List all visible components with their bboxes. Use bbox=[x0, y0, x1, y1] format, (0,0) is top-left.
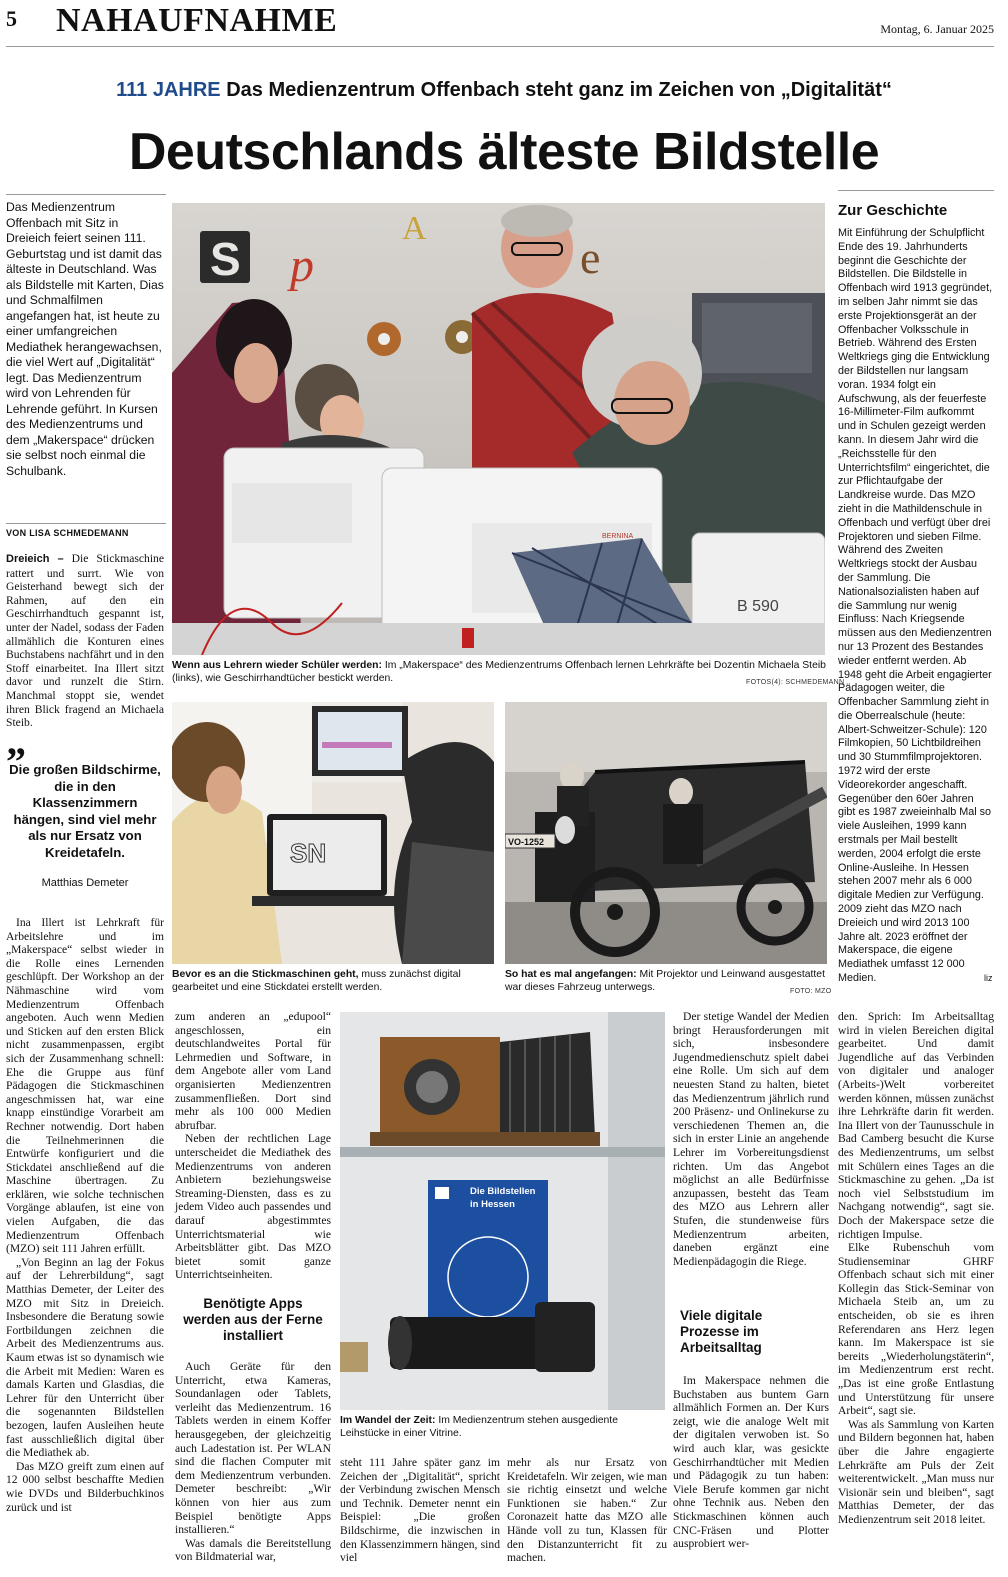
vitrine-caption-lead: Im Wandel der Zeit: bbox=[340, 1415, 436, 1426]
byline-rule bbox=[6, 523, 166, 524]
historic-car-photo bbox=[505, 702, 827, 964]
vitrine-caption-text: Im Medienzentrum stehen ausgediente Leihstücke in einer Vitrine. bbox=[340, 1415, 618, 1439]
subhead-processes: Viele digitale Prozesse im Arbeitsalltag bbox=[680, 1308, 763, 1355]
quote-text: Die großen Bildschirme, die in den Klassenzimmern hängen, sind viel mehr als nur Ersatz von Kreidetafeln. bbox=[9, 762, 161, 860]
subhead-apps: Benötigte Apps werden aus der Ferne installiert bbox=[183, 1296, 323, 1343]
col6-para: Was als Sammlung von Karten und Bildern begonnen hat, haben über die Jahre engagierte Lehrkräfte am Puls der Zeit weiterentwickelt. „Man muss nur Visionär sein und bleiben“, sagt Matthias Demeter, der das Medienzentrum seit 2018 leitet. bbox=[838, 1417, 994, 1526]
intro-text: Die Stickmaschine rattert und surrt. Wie von Geisterhand bewegt sich der Rahmen, auf den ein Geschirrhandtuch gespannt ist, unter der Nadel, sodass der Faden allmählich die Konturen eines Buchstabens nachfährt und in den Stoff einarbeitet. Ina Illert sitzt davor und runzelt die Stirn. Manchmal stoppt sie, wendet ihren Blick fragend an Michaela Steib. bbox=[6, 552, 164, 730]
machine-model-label: B 590 bbox=[737, 598, 779, 615]
book-title-line2: in Hessen bbox=[470, 1199, 515, 1210]
laptop-caption-text: muss zunächst digital gearbeitet und eine Stickdatei erstellt werden. bbox=[172, 969, 461, 993]
col2-para: Auch Geräte für den Unterricht, etwa Kameras, Soundanlagen oder Tablets, verleiht das Medienzentrum. 16 Tablets werden in einem Koffer herausgegeben, der gleichzeitig auch Ladestation ist. Per WLAN sind die flachen Computer mit dem Medienzentrum verbunden. Demeter beschreibt: „Wir können von hier aus zum Beispiel benötigte Apps installieren.“ bbox=[175, 1360, 331, 1537]
col1-para: „Von Beginn an lag der Fokus auf der Lehrerbildung“, sagt Matthias Demeter, der Leiter des MZO mit Sitz in Dreieich. Insbesondere die Beratung sowie Fortbildungen zeichnen die Arbeit des Medienzentrums aus. Kaum etwas ist so dynamisch wie die Arbeit mit Medien: Waren es damals Karten und Glasdias, die Lehrer für den Unterricht über die sogenannten Bildstellen bezogen, laufen Ausleihen heute fast ausschließlich digital über die Mediathek ab. bbox=[6, 1255, 164, 1460]
col6-para: Elke Rubenschuh vom Studienseminar GHRF Offenbach schaut sich mit einer Kollegin das Stick-Seminar von Michaela Steib an, um zu entscheiden, ob sie es ihren Referendaren ans Herz legen kann. Im Makerspace ist sie bereits „Wiederholungstäterin“, im Medienzentrum erst recht. „Das ist eine große Entlastung und Unterstützung für unsere Arbeit“, sagt sie. bbox=[838, 1241, 994, 1418]
col2-para: zum anderen an „edupool“ angeschlossen, ein deutschlandweites Portal für Lehrmedien und Software, in dem Angebote aller vom Land organisierten Medienzentren zusammenfließen. Dort sind mehr als 100 000 Medien abrufbar. bbox=[175, 1010, 331, 1132]
column-2b bbox=[175, 1360, 331, 1564]
license-plate-text: VO-1252 bbox=[508, 837, 545, 847]
issue-date: Montag, 6. Januar 2025 bbox=[880, 22, 994, 36]
headline: Deutschlands älteste Bildstelle bbox=[128, 123, 880, 181]
col1-para: Das MZO greift zum einen auf 12 000 selbst beschaffte Medien wie DVDs und Bilderbuchkinos zurück und ist bbox=[6, 1459, 164, 1514]
col2-para: Was damals die Bereitstellung von Bildmaterial war, bbox=[175, 1536, 331, 1564]
column-6 bbox=[838, 1010, 994, 1527]
car-caption-lead: So hat es mal angefangen: bbox=[505, 969, 637, 980]
car-photo-caption bbox=[505, 968, 832, 995]
pull-quote bbox=[6, 739, 164, 889]
main-photo-makerspace bbox=[172, 203, 825, 655]
intro-paragraph bbox=[6, 552, 164, 730]
quote-author: Matthias Demeter bbox=[41, 877, 129, 889]
laptop-photo bbox=[172, 702, 494, 964]
left-column-top-rule bbox=[6, 194, 166, 195]
laptop-screen-text: SN bbox=[290, 838, 327, 868]
column-2 bbox=[175, 1010, 331, 1282]
main-photo-credit: FOTOS(4): SCHMEDEMANN bbox=[746, 679, 845, 686]
sidebar-signature: liz bbox=[984, 973, 993, 983]
kicker-text: Das Medienzentrum Offenbach steht ganz im Zeichen von „Digitalität“ bbox=[226, 79, 892, 101]
col5-para: Im Makerspace nehmen die Buchstaben aus buntem Garn allmählich Formen an. Der Kurs zeigt, wie die analoge Welt mit der digitalen verwoben ist. So wird auch klar, was gesickte Geschirrhandtücher mit Medien und Pädagogik zu tun haben: Viele Berufe kommen gar nicht ohne Technik aus. Neben den Stickmaschinen können auch CNC-Fräsen und Plotter ausprobiert wer- bbox=[673, 1374, 829, 1551]
svg-text:S: S bbox=[210, 233, 241, 285]
car-photo-credit: FOTO: MZO bbox=[790, 988, 832, 995]
column-1 bbox=[6, 916, 164, 1514]
kicker-lead: 111 JAHRE bbox=[116, 79, 221, 101]
col4-para: mehr als nur Ersatz von Kreidetafeln. Wir zeigen, wie man sie richtig einsetzt und welche Funktionen sie haben.“ Zur Coronazeit hatte das MZO alle Hände voll zu tun, Klassen für den Distanzunterricht fit zu machen. bbox=[507, 1456, 667, 1565]
dateline: Dreieich – bbox=[6, 553, 64, 565]
column-3-bottom bbox=[340, 1456, 500, 1565]
svg-text:p: p bbox=[290, 239, 314, 292]
svg-text:BERNINA: BERNINA bbox=[602, 533, 634, 540]
book-title-line1: Die Bildstellen bbox=[470, 1186, 536, 1197]
main-caption-lead: Wenn aus Lehrern wieder Schüler werden: bbox=[172, 660, 382, 671]
col5-para: Der stetige Wandel der Medien bringt Herausforderungen mit sich, insbesondere Jugendmedienschutz spielt dabei eine Rolle. Um sich auf dem neuesten Stand zu halten, bietet das Medienzentrum jährlich rund 200 Präsenz- und Onlinekurse zu verschiedenen Themen an, die sich in erster Linie an angehende Lehrer im Vorbereitungsdienst richten. Um das Angebot möglichst an alle Bedürfnisse anzupassen, besteht das Team des MZO aus Lehrern aller Stufen, die stundenweise fürs Medienzentrum arbeiten, daneben ergänzt eine Medienpädagogin die Riege. bbox=[673, 1010, 829, 1268]
quote-mark-icon: ” bbox=[6, 739, 26, 784]
section-title: NAHAUFNAHME bbox=[56, 2, 338, 39]
col2-para: Neben der rechtlichen Lage unterscheidet die Mediathek des Medienzentrums von anderen Anbietern beziehungsweise Streaming-Diensten, dass es zu jedem Video auch passendes und darauf abgestimmtes Unterrichtsmaterial wie Arbeitsblätter gibt. Das MZO bietet somit ganze Unterrichtseinheiten. bbox=[175, 1132, 331, 1282]
main-photo-caption bbox=[172, 659, 827, 685]
sidebar-text: Mit Einführung der Schulpflicht Ende des 19. Jahrhunderts beginnt die Geschichte der Bildstellen. Die Bildstelle in Offenbach wird 1913 gegründet, im selben Jahr nimmt sie das erste Projektionsgerät an der Offenbacher Volksschule in Betrieb. Während des Ersten Weltkriegs ging die Entwicklung der Bildstellen nur langsam voran. 1934 folgt ein Aufschwung, als der feuerfeste 16-Millimeter-Film aufkommt und in Schulen gezeigt werden kann. In diesem Jahr wird die „Reichsstelle für den Unterrichtsfilm“ eingerichtet, die zur Pflichtaufgabe der Landkreise wurde. Das MZO zieht in die Mathildenschule in Offenbach und verfügt über drei Projektoren und sieben Filme. Während des Zweiten Weltkriegs stockt der Ausbau der Sammlung. Die Nationalsozialisten haben auf die Sammlung nur wenig Einfluss: Nach Kriegsende müssen aus den Medienzentren nur 13 Prozent des Bestandes wieder entfernt werden. Ab 1948 geht die Arbeit engagierter Pädagogen weiter, die Offenbacher Sammlung zieht in die Oberrealschule (heute: Albert-Schweitzer-Schule): 120 Filmkopien, 50 Lichtbildreihen und 30 Stummfilmprojektoren. 1972 wird der erste Videorekorder angeschafft. Gegenüber den 60er Jahren gibt es 1987 zweieinhalb Mal so viele Ausleihen, 1999 kann erstmals per Mail bestellt werden, 2004 erfolgt die erste Online-Ausleihe. In Hessen stehen 2007 mehr als 6 000 digitale Medien zur Verfügung. 2009 zieht das MZO nach Dreieich und wird 2013 100 Jahre alt. 2023 eröffnet der Makerspace, die eigene Mediathek umfasst 12 000 Medien. bbox=[838, 227, 993, 985]
kicker bbox=[0, 79, 1008, 102]
svg-text:A: A bbox=[402, 210, 427, 247]
main-caption-text: Im „Makerspace“ des Medienzentrums Offenbach lernen Lehrkräfte bei Dozentin Michaela Steib (links), wie Geschirrhandtücher bestickt werden. bbox=[172, 660, 826, 684]
vitrine-photo bbox=[340, 1012, 665, 1410]
svg-text:e: e bbox=[580, 232, 601, 283]
col1-para: Ina Illert ist Lehrkraft für Arbeitslehre und im „Makerspace“ selbst wieder in die Rolle eines Lernenden geschlüpft. Der Workshop an der Nähmaschine wird vom Medienzentrum Offenbach angeboten. Auch wenn Medien und Sticken auf den ersten Blick nicht zusammenpassen, ergibt sich der Zusammenhang schnell: Ehe die Gruppe aus fünf Pädagogen die Stickmaschinen angeschmissen hat, war eine knapp einstündige Vorarbeit am Rechner notwendig. Dort haben die Teilnehmerinnen die Entwürfe konfiguriert und die Stickdatei anschließend auf die Maschine übertragen. Zu erklären, wie solche technischen Vorgänge ablaufen, ist eine von vielen Aufgaben, die das Medienzentrum Offenbach (MZO) seit 111 Jahren erfüllt. bbox=[6, 916, 164, 1256]
header-rule bbox=[6, 46, 994, 47]
teaser: Das Medienzentrum Offenbach mit Sitz in Dreieich feiert seinen 111. Geburtstag und ist damit das älteste in Deutschland. Was als Bildstelle mit Karten, Dias und Schmalfilmen angefangen hat, ist heute zu einer umfangreichen Mediathek herangewachsen, die viel Wert auf „Digitalität“ legt. Das Medienzentrum wird von Lehrenden für Lehrende geführt. In Kursen des Medienzentrums und dem „Makerspace“ drücken sie selbst noch einmal die Schulbank. bbox=[6, 200, 164, 478]
sidebar-title: Zur Geschichte bbox=[838, 202, 948, 219]
column-4-bottom bbox=[507, 1456, 667, 1565]
sidebar-top-rule bbox=[838, 190, 994, 191]
column-5b bbox=[673, 1374, 829, 1551]
page-number: 5 bbox=[6, 6, 17, 31]
col6-para: den. Sprich: Im Arbeitsalltag wird in vielen Bereichen digital gearbeitet. Und damit Jugendliche auf das Verbinden von digitaler und analoger (Arbeits-)Welt vorbereitet werden können, müssen zunächst ihre Lehrkräfte darin fit werden. Ina Illert von der Taunusschule in Bad Camberg besucht die Kurse des Medienzentrums, um selbst mit Schülern eines Tages an die Stickmaschine zu gehen. „Da ist noch viel Selbststudium im Nachgang notwendig“, sagt sie. Doch der Makerspace setze die richtigen Impulse. bbox=[838, 1010, 994, 1241]
column-5 bbox=[673, 1010, 829, 1268]
vitrine-photo-caption bbox=[340, 1414, 670, 1440]
laptop-caption-lead: Bevor es an die Stickmaschinen geht, bbox=[172, 969, 359, 980]
laptop-photo-caption bbox=[172, 968, 496, 994]
col3-para: steht 111 Jahre später ganz im Zeichen der „Digitalität“, spricht der Verbindung zwischen Mensch und Technik. Demeter nennt ein Beispiel: „Die großen Bildschirme, die inzwischen in den Klassenzimmern hängen, sind viel bbox=[340, 1456, 500, 1565]
car-caption-text: Mit Projektor und Leinwand ausgestattet war dieses Fahrzeug unterwegs. bbox=[505, 969, 825, 993]
byline: VON LISA SCHMEDEMANN bbox=[6, 528, 129, 538]
